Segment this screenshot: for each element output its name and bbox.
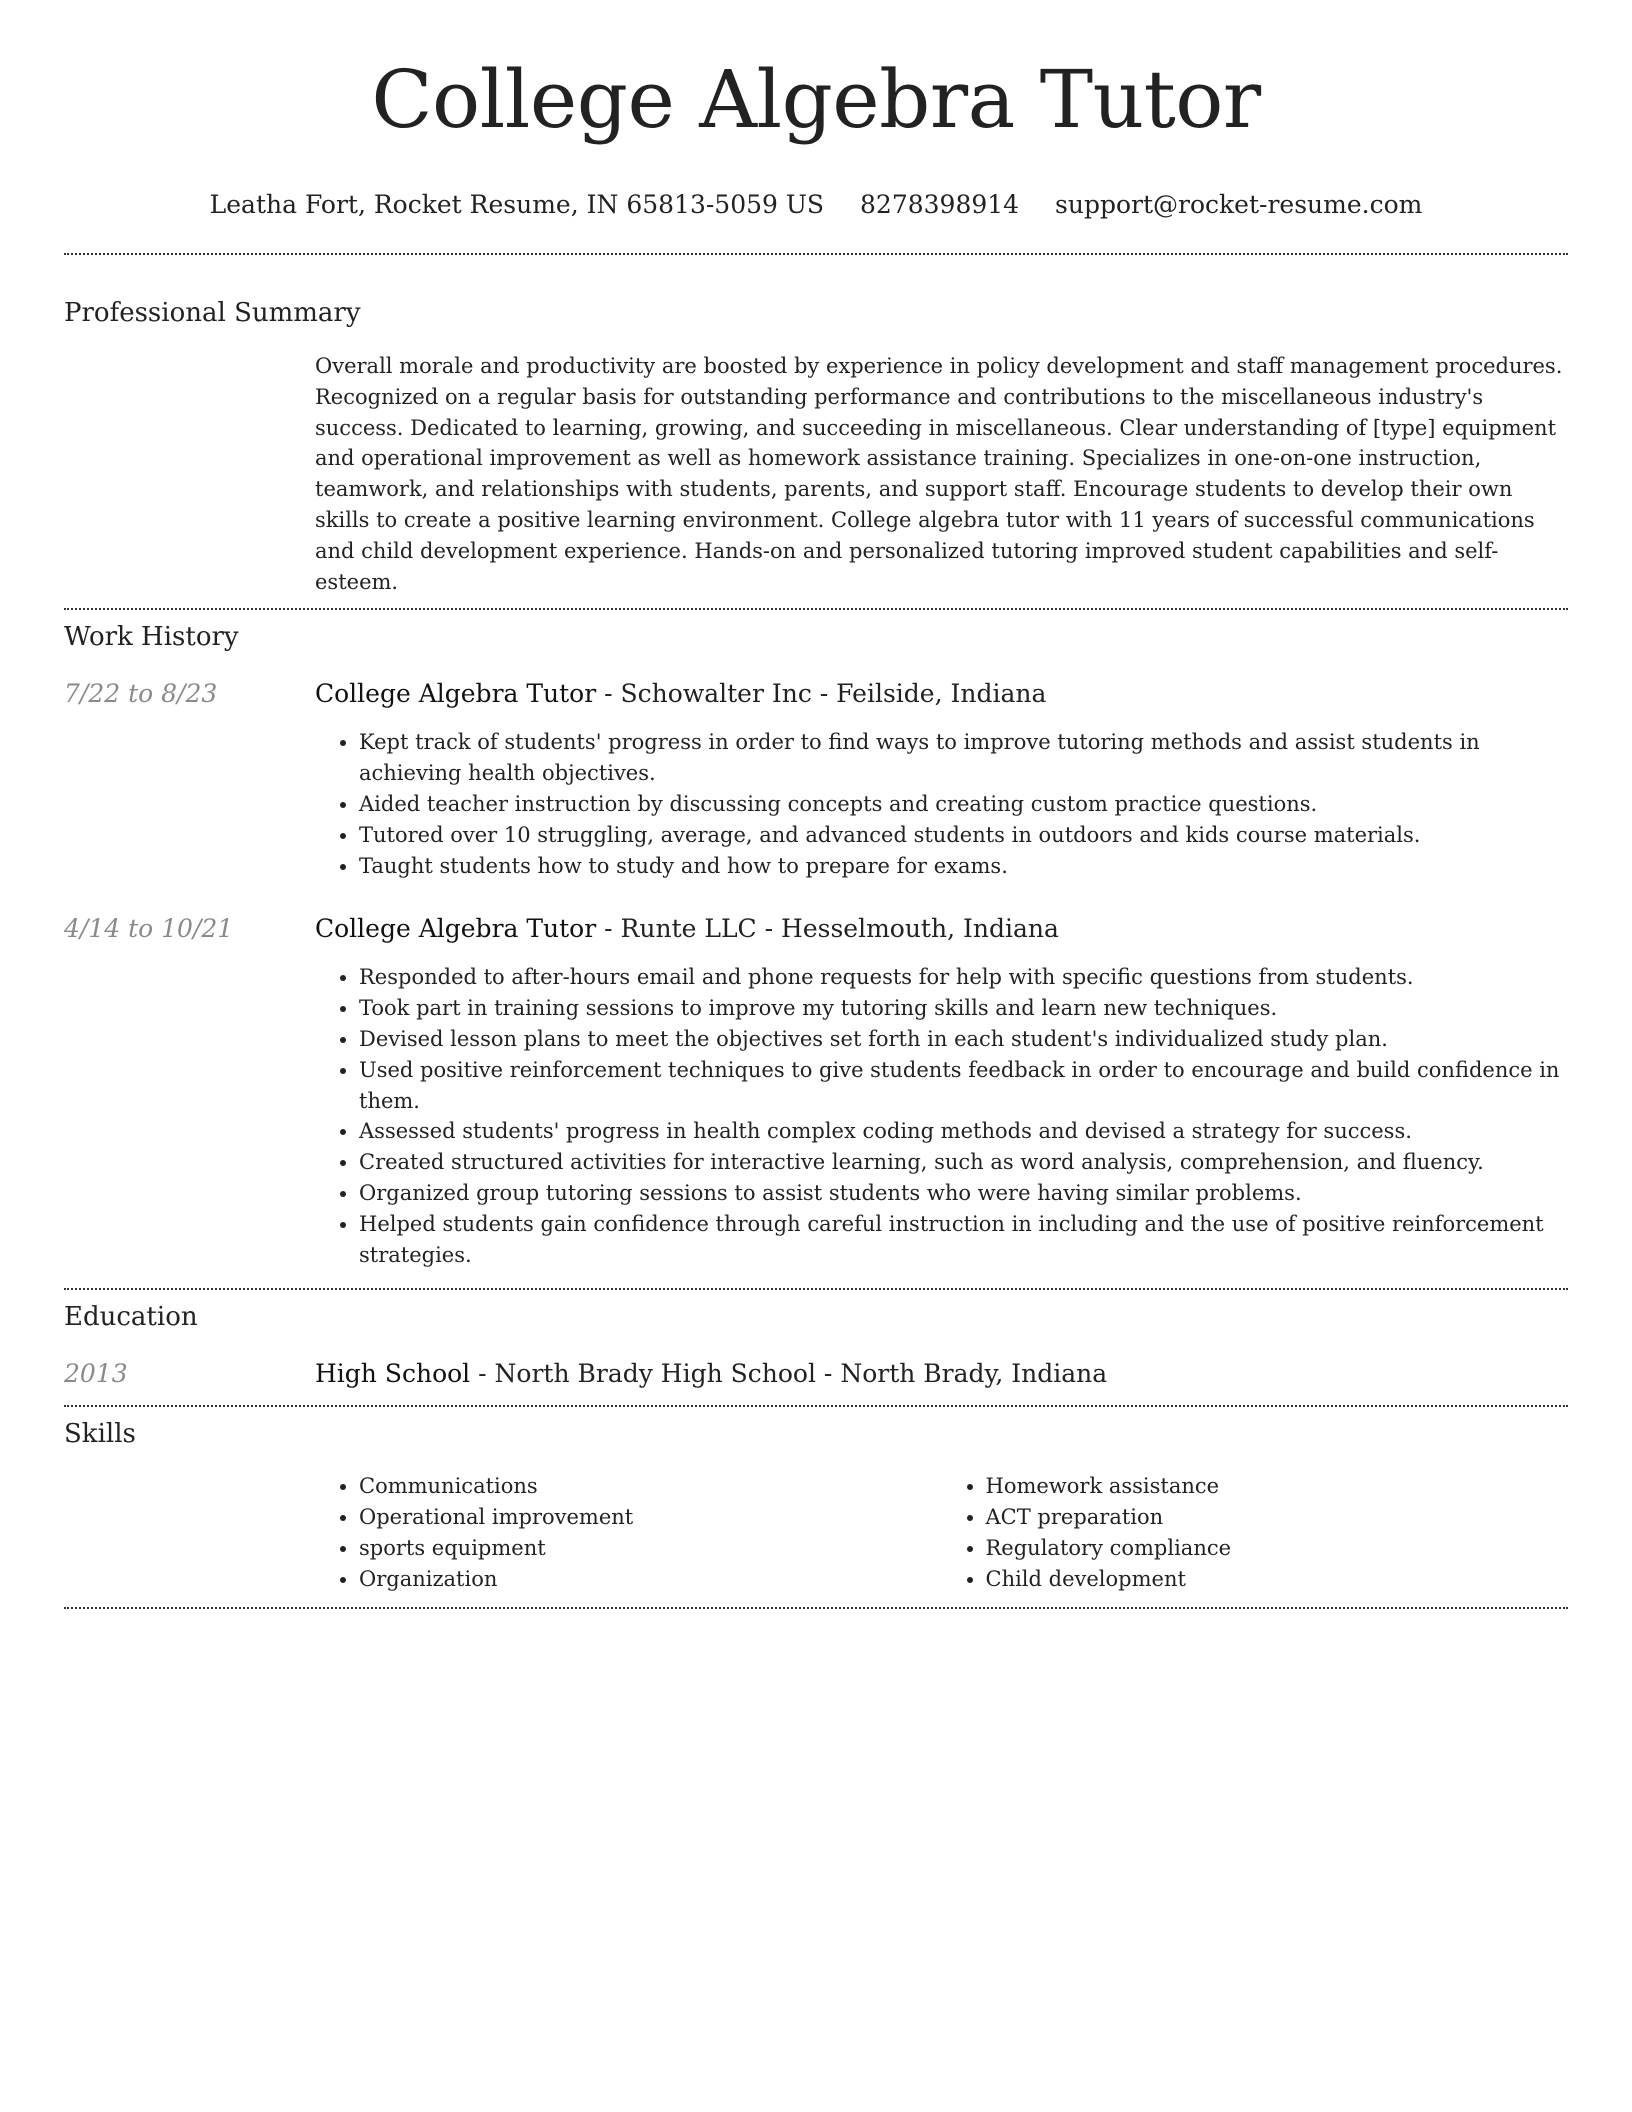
skill-item: • Operational improvement <box>359 1502 942 1533</box>
education-entry <box>64 1357 1568 1391</box>
list-item: • Created structured activities for interactive learning, such as word analysis, comprehension, and fluency. <box>359 1147 1568 1178</box>
section-divider <box>64 253 1568 255</box>
job-entry <box>64 912 1568 1270</box>
job-role: College Algebra Tutor <box>315 914 597 944</box>
list-item: • Aided teacher instruction by discussing concepts and creating custom practice questions. <box>359 789 1568 820</box>
skill-item: • sports equipment <box>359 1533 942 1564</box>
contact-line <box>64 190 1568 220</box>
list-item: • Helped students gain confidence through careful instruction in including and the use of positive reinforcement strategies. <box>359 1209 1568 1271</box>
skills-column-left <box>315 1471 942 1594</box>
list-item: • Assessed students' progress in health complex coding methods and devised a strategy for success. <box>359 1116 1568 1147</box>
skill-item: • Child development <box>986 1564 1569 1595</box>
skill-item: • Communications <box>359 1471 942 1502</box>
section-divider <box>64 1405 1568 1407</box>
job-employer: - Runte LLC - Hesselmouth, Indiana <box>596 914 1059 944</box>
section-divider <box>64 608 1568 610</box>
summary-heading: Professional Summary <box>64 298 361 328</box>
job-dates: 4/14 to 10/21 <box>64 914 234 944</box>
section-divider <box>64 1607 1568 1609</box>
summary-text: Overall morale and productivity are boosted by experience in policy development and staff management procedures. Recognized on a regular basis for outstanding performance and contributions to the miscellaneous industry's success. Dedicated to learning, growing, and succeeding in miscellaneous. Clear understanding of [type] equipment and operational improvement as well as homework assistance training. Specializes in one-on-one instruction, teamwork, and relationships with students, parents, and support staff. Encourage students to develop their own skills to create a positive learning environment. College algebra tutor with 11 years of successful communications and child development experience. Hands-on and personalized tutoring improved student capabilities and self-esteem. <box>315 354 1563 594</box>
work-history-heading: Work History <box>64 622 239 653</box>
list-item: • Organized group tutoring sessions to assist students who were having similar problems. <box>359 1178 1568 1209</box>
job-entry <box>64 677 1568 881</box>
job-dates: 7/22 to 8/23 <box>64 679 218 709</box>
job-employer: - Schowalter Inc - Feilside, Indiana <box>596 679 1047 709</box>
list-item: • Used positive reinforcement techniques to give students feedback in order to encourage and build confidence in them. <box>359 1055 1568 1117</box>
section-divider <box>64 1288 1568 1290</box>
contact-email[interactable]: support@rocket-resume.com <box>1055 190 1423 219</box>
job-title-line <box>315 912 1568 946</box>
list-item: • Kept track of students' progress in order to find ways to improve tutoring methods and assist students in achieving health objectives. <box>359 727 1568 789</box>
skills-list <box>315 1471 1568 1594</box>
resume-title: College Algebra Tutor <box>371 53 1261 146</box>
skill-item: • Regulatory compliance <box>986 1533 1569 1564</box>
job-bullets <box>315 727 1568 881</box>
skill-item: • ACT preparation <box>986 1502 1569 1533</box>
list-item: • Tutored over 10 struggling, average, and advanced students in outdoors and kids course materials. <box>359 820 1568 851</box>
education-line <box>315 1357 1568 1391</box>
skill-item: • Homework assistance <box>986 1471 1569 1502</box>
list-item: • Taught students how to study and how to prepare for exams. <box>359 851 1568 882</box>
skill-item: • Organization <box>359 1564 942 1595</box>
education-heading: Education <box>64 1302 198 1333</box>
job-bullets <box>315 962 1568 1270</box>
skills-column-right <box>942 1471 1569 1594</box>
education-degree: High School <box>315 1359 471 1389</box>
job-title-line <box>315 677 1568 711</box>
list-item: • Devised lesson plans to meet the objectives set forth in each student's individualized study plan. <box>359 1024 1568 1055</box>
list-item: • Responded to after-hours email and phone requests for help with specific questions from students. <box>359 962 1568 993</box>
education-year: 2013 <box>64 1359 128 1389</box>
job-role: College Algebra Tutor <box>315 679 597 709</box>
skills-heading: Skills <box>64 1419 136 1450</box>
resume-page <box>64 0 1568 1609</box>
contact-address: Leatha Fort, Rocket Resume, IN 65813-5059 US <box>209 190 825 219</box>
education-school: - North Brady High School - North Brady, Indiana <box>470 1359 1108 1389</box>
contact-phone[interactable]: 8278398914 <box>860 190 1020 219</box>
list-item: • Took part in training sessions to improve my tutoring skills and learn new techniques. <box>359 993 1568 1024</box>
